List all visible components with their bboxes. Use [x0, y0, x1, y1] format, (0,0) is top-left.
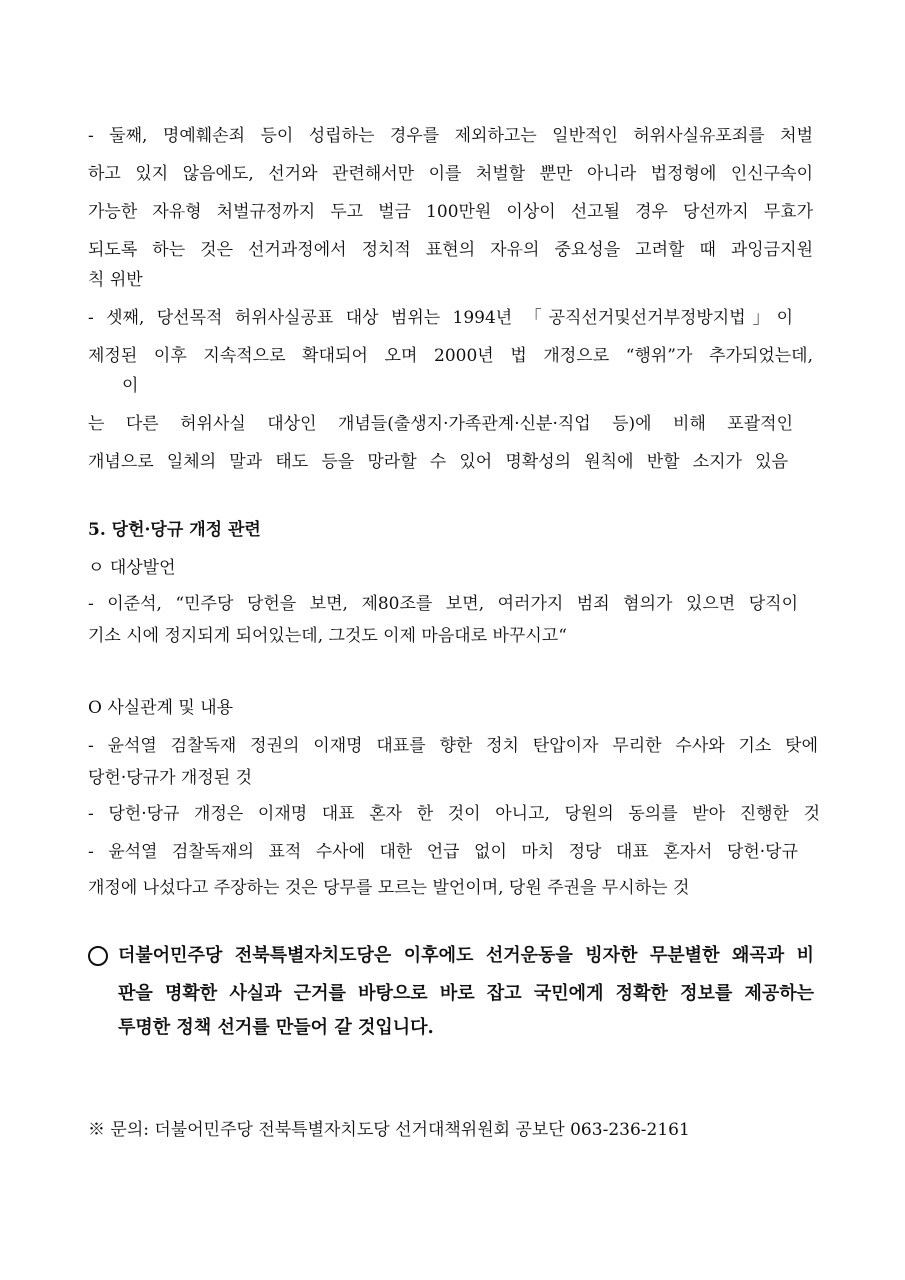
- fact-line: 당헌·당규가 개정된 것: [88, 768, 253, 788]
- body-line: 칙 위반: [88, 270, 143, 290]
- fact-line: - 윤석열 검찰독재 정권의 이재명 대표를 향한 정치 탄압이자 무리한 수사와 기소 탓에: [88, 736, 818, 756]
- body-line: 는 다른 허위사실 대상인 개념들(출생지·가족관계·신분·직업 등)에 비해 포괄적인: [88, 414, 793, 434]
- fact-line: 개정에 나섰다고 주장하는 것은 당무를 모르는 발언이며, 당원 주권을 무시하는 것: [88, 878, 690, 898]
- fact-line: - 당헌·당규 개정은 이재명 대표 혼자 한 것이 아니고, 당원의 동의를 받아 진행한 것: [88, 804, 820, 824]
- body-line: 하고 있지 않음에도, 선거와 관련해서만 이를 처벌할 뿐만 아니라 법정형에 인신구속이: [88, 164, 813, 184]
- contact-info: ※ 문의: 더불어민주당 전북특별자치도당 선거대책위원회 공보단 063-236-2161: [88, 1120, 690, 1140]
- conclusion-line: 더불어민주당 전북특별자치도당은 이후에도 선거운동을 빙자한 무분별한 왜곡과 비: [118, 945, 814, 966]
- quote-line: 기소 시에 정지되게 되어있는데, 그것도 이제 마음대로 바꾸시고“: [88, 626, 567, 646]
- body-line: 가능한 자유형 처벌규정까지 두고 벌금 100만원 이상이 선고될 경우 당선까지 무효가: [88, 202, 813, 222]
- body-line: - 셋째, 당선목적 허위사실공표 대상 범위는 1994년 「공직선거및선거부정방지법」이: [88, 308, 793, 328]
- subsection-label: ㅇ 대상발언: [88, 558, 176, 578]
- body-line: - 둘째, 명예훼손죄 등이 성립하는 경우를 제외하고는 일반적인 허위사실유포죄를 처벌: [88, 126, 813, 146]
- quote-line: - 이준석, “민주당 당헌을 보면, 제80조를 보면, 여러가지 범죄 혐의가 있으면 당직이: [88, 594, 798, 614]
- conclusion-line: 투명한 정책 선거를 만들어 갈 것입니다.: [118, 1017, 434, 1038]
- body-line: 제정된 이후 지속적으로 확대되어 오며 2000년 법 개정으로 “행위”가 추가되었는데,: [88, 346, 813, 366]
- circle-bullet-icon: [88, 946, 108, 966]
- body-line: 개념으로 일체의 말과 태도 등을 망라할 수 있어 명확성의 원칙에 반할 소지가 있음: [88, 452, 788, 472]
- body-line: 이: [122, 376, 139, 396]
- section-heading: 5. 당헌·당규 개정 관련: [88, 520, 261, 540]
- subsection-label: O 사실관계 및 내용: [88, 698, 234, 718]
- body-line: 되도록 하는 것은 선거과정에서 정치적 표현의 자유의 중요성을 고려할 때 과잉금지원: [88, 240, 813, 260]
- conclusion-line: 판을 명확한 사실과 근거를 바탕으로 바로 잡고 국민에게 정확한 정보를 제공하는: [118, 983, 814, 1004]
- fact-line: - 윤석열 검찰독재의 표적 수사에 대한 언급 없이 마치 정당 대표 혼자서 당헌·당규: [88, 842, 798, 862]
